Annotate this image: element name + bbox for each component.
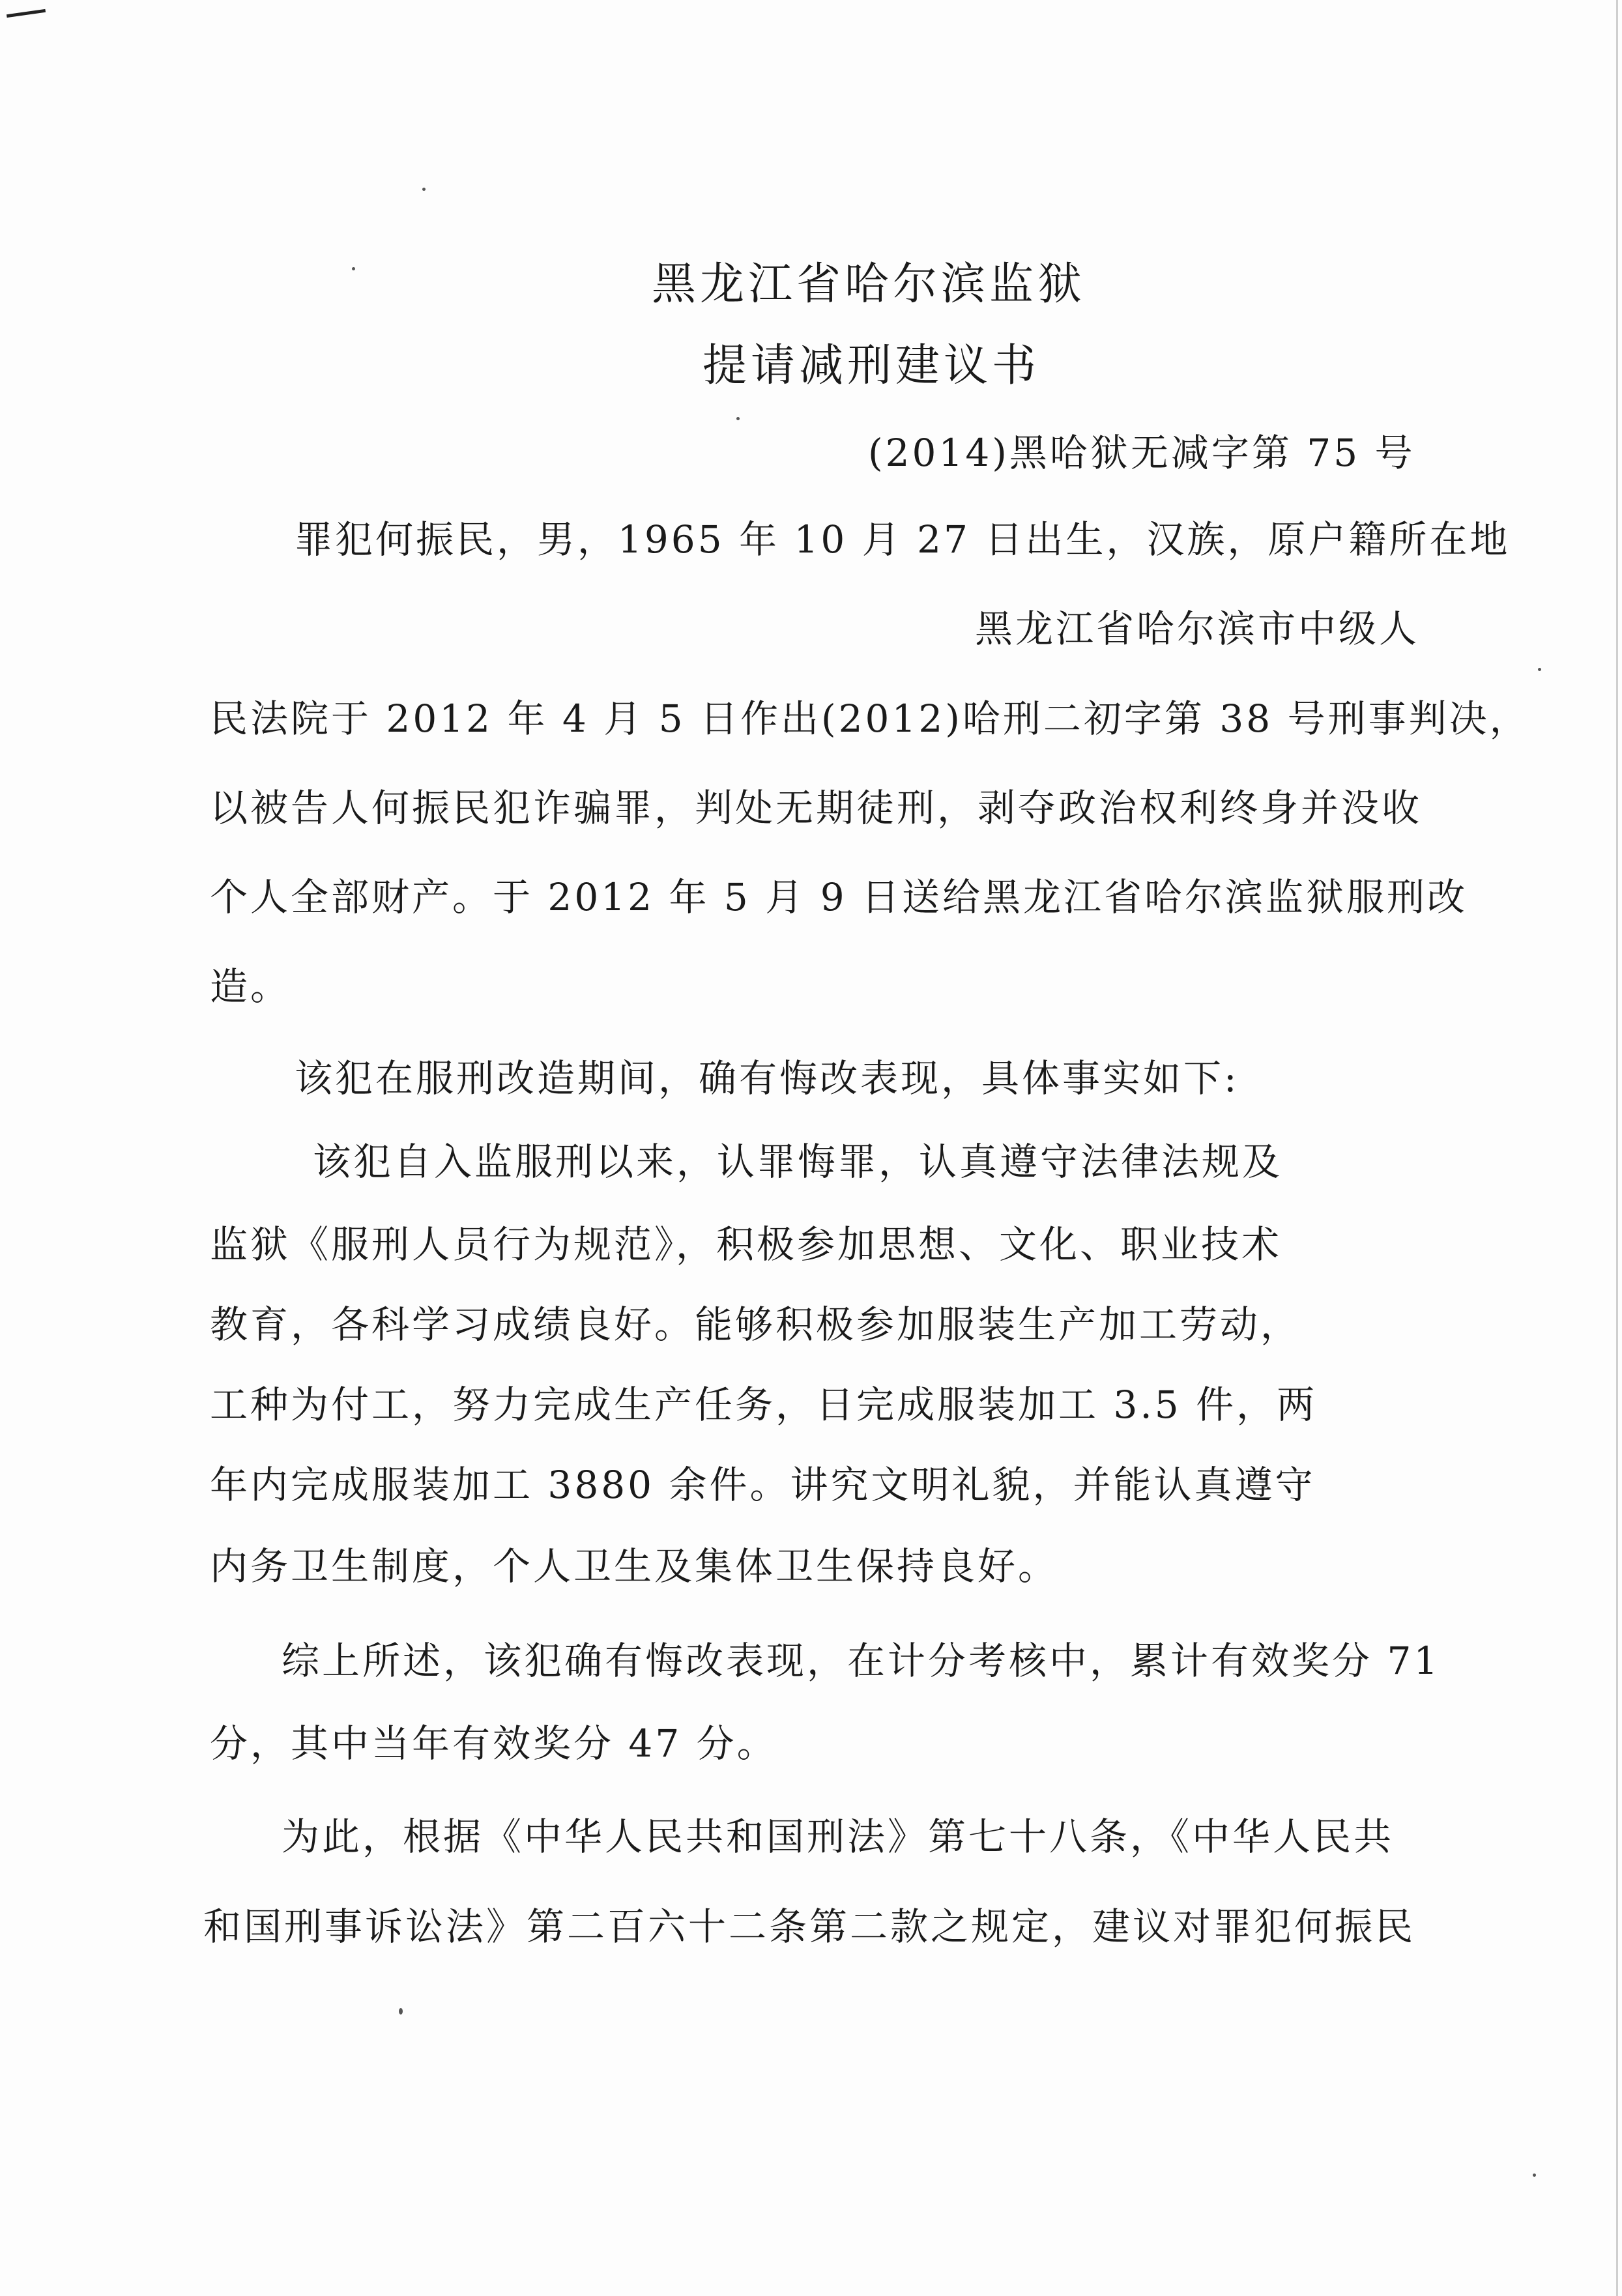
paragraph-line: 罪犯何振民，男，1965 年 10 月 27 日出生，汉族，原户籍所在地 xyxy=(295,517,1511,562)
paragraph-line: 该犯自入监服刑以来，认罪悔罪，认真遵守法律法规及 xyxy=(313,1140,1283,1184)
document-title: 黑龙江省哈尔滨监狱 xyxy=(652,259,1086,310)
paragraph-line: 综上所述，该犯确有悔改表现，在计分考核中，累计有效奖分 71 xyxy=(282,1639,1441,1683)
paragraph-line: 教育，各科学习成绩良好。能够积极参加服装生产加工劳动， xyxy=(210,1302,1301,1347)
scan-speck xyxy=(422,188,426,191)
document-number: (2014)黑哈狱无减字第 75 号 xyxy=(868,431,1415,475)
paragraph-line: 为此，根据《中华人民共和国刑法》第七十八条，《中华人民共 xyxy=(282,1815,1395,1859)
paragraph-line: 造。 xyxy=(210,964,291,1009)
paragraph-line: 民法院于 2012 年 4 月 5 日作出(2012)哈刑二初字第 38 号刑事判决， xyxy=(210,696,1530,741)
scan-mark xyxy=(7,9,46,18)
paragraph-line: 分，其中当年有效奖分 47 分。 xyxy=(210,1721,777,1766)
paragraph-line: 年内完成服装加工 3880 余件。讲究文明礼貌，并能认真遵守 xyxy=(210,1463,1316,1507)
paragraph-line: 和国刑事诉讼法》第二百六十二条第二款之规定，建议对罪犯何振民 xyxy=(203,1904,1416,1949)
paragraph-line: 以被告人何振民犯诈骗罪，判处无期徒刑，剥夺政治权利终身并没收 xyxy=(210,786,1423,830)
scan-speck xyxy=(1533,2174,1536,2177)
paragraph-line: 监狱《服刑人员行为规范》，积极参加思想、文化、职业技术 xyxy=(210,1222,1282,1267)
scan-speck xyxy=(352,267,355,270)
scan-speck xyxy=(1538,668,1541,671)
paragraph-line: 工种为付工，努力完成生产任务，日完成服装加工 3.5 件，两 xyxy=(210,1383,1318,1427)
paragraph-line: 该犯在服刑改造期间，确有悔改表现，具体事实如下: xyxy=(295,1056,1239,1100)
paragraph-line: 内务卫生制度，个人卫生及集体卫生保持良好。 xyxy=(210,1544,1059,1588)
document-subtitle: 提请减刑建议书 xyxy=(702,340,1041,392)
scan-edge xyxy=(1616,0,1618,2296)
paragraph-line: 黑龙江省哈尔滨市中级人 xyxy=(975,607,1420,651)
scan-speck xyxy=(736,417,740,420)
scan-speck xyxy=(399,2008,403,2015)
paragraph-line: 个人全部财产。于 2012 年 5 月 9 日送给黑龙江省哈尔滨监狱服刑改 xyxy=(210,875,1468,919)
